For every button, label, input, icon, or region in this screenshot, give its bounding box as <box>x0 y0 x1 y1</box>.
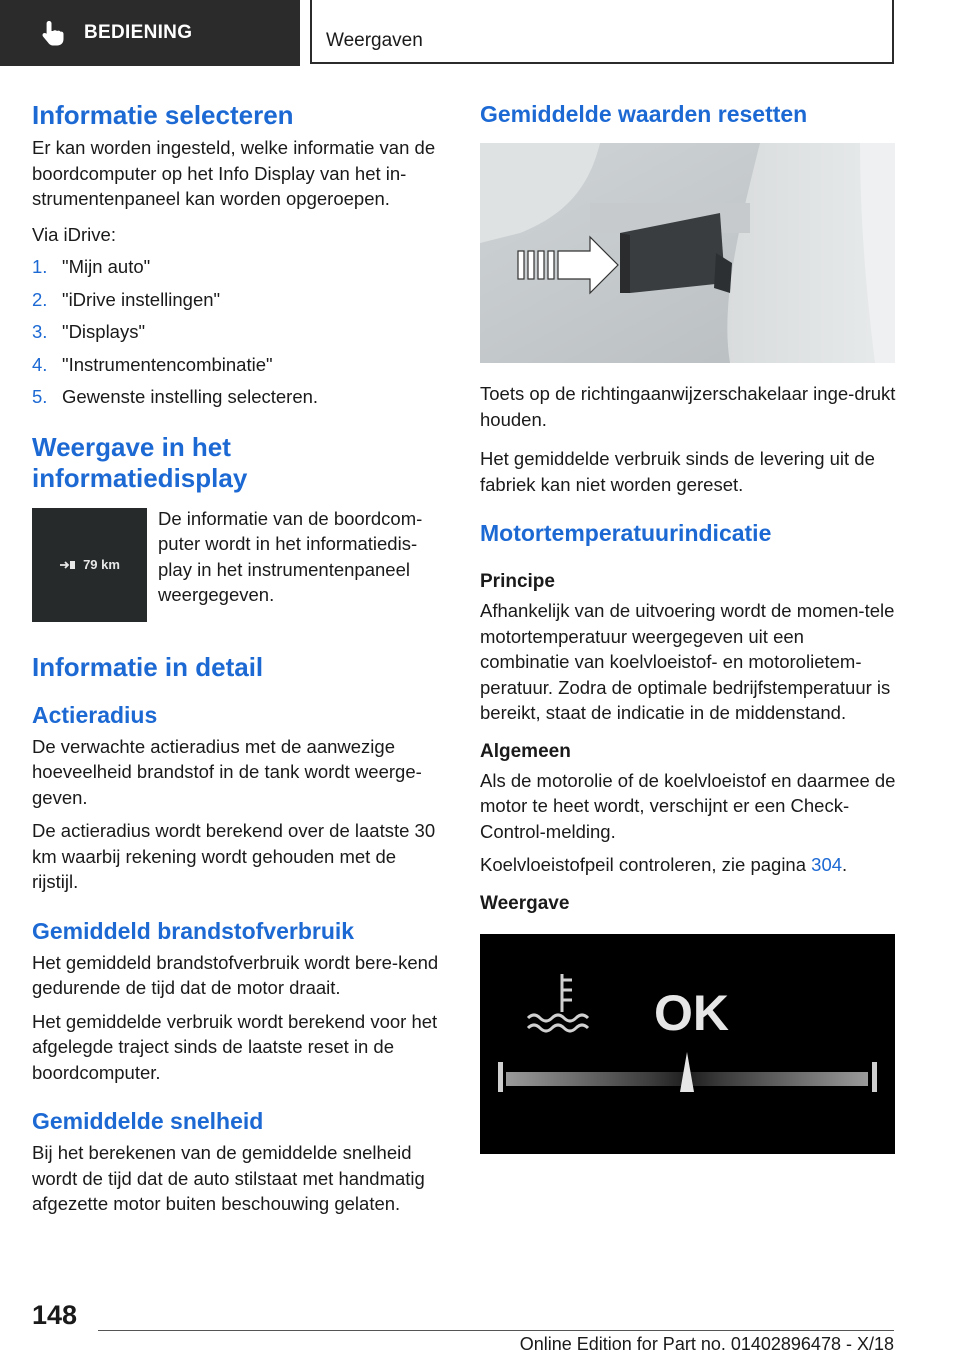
step-number: 3. <box>32 321 48 342</box>
chapter-label: Weergaven <box>326 30 423 51</box>
paragraph-fuel-1: Het gemiddeld brandstofverbruik wordt bere-kend gedurende de tijd dat de motor draait. <box>32 951 439 998</box>
gauge-ok-text: OK <box>654 984 729 1041</box>
heading-brandstofverbruik: Gemiddeld brandstofverbruik <box>32 917 355 944</box>
step-text: "iDrive instellingen" <box>62 288 221 310</box>
heading-line-1: Weergave in het <box>32 431 231 462</box>
footer-edition: Online Edition for Part no. 01402896478 - X/18 <box>519 1334 894 1354</box>
heading-informatie-in-detail: Informatie in detail <box>32 651 264 682</box>
paragraph-range-1: De verwachte actieradius met de aanwezige hoeveelheid brandstof in de tank wordt weerge-geven. <box>32 735 422 808</box>
paragraph-principle: Afhankelijk van de uitvoering wordt de momen-tele motortemperatuur weergegeven uit een combinatie van koelvloeistof- en motorolietem-peratuur. Zodra de optimale bedrijfstemperatuur is bereikt, staat de indicatie in de middenstand. <box>480 600 895 723</box>
heading-waarden-resetten: Gemiddelde waarden resetten <box>480 101 808 127</box>
step-text: "Mijn auto" <box>62 256 151 277</box>
list-item <box>32 254 444 280</box>
step-text: "Displays" <box>62 321 146 342</box>
heading-motortemperatuur: Motortemperatuurindicatie <box>480 520 772 546</box>
coolant-suffix: . <box>842 854 848 875</box>
section-tab <box>0 0 300 66</box>
paragraph-coolant <box>480 852 896 878</box>
paragraph-range-2: De actieradius wordt berekend over de laatste 30 km waarbij rekening wordt gehouden met de rijstijl. <box>32 820 436 892</box>
step-number: 5. <box>32 386 48 407</box>
coolant-text: Koelvloeistofpeil controleren, zie pagina <box>480 854 812 875</box>
paragraph-via-idrive: Via iDrive: <box>32 223 116 245</box>
left-column <box>32 100 444 1217</box>
paragraph-general: Als de motorolie of de koelvloeistof en daarmee de motor te heet wordt, verschijnt er een Check-Control-melding. <box>480 769 896 842</box>
section-label: BEDIENING <box>84 22 193 43</box>
heading-weergave-informatiedisplay <box>32 432 444 494</box>
paragraph-reset-2: Het gemiddelde verbruik sinds de levering uit de fabriek kan niet worden gereset. <box>480 448 875 495</box>
paragraph-reset-1: Toets op de richtingaanwijzerschakelaar inge-drukt houden. <box>480 383 896 430</box>
steps-list <box>32 254 444 410</box>
heading-algemeen: Algemeen <box>480 740 571 762</box>
range-value: 79 km <box>83 557 120 572</box>
page-number: 148 <box>32 1300 78 1330</box>
chapter-box <box>310 0 894 64</box>
hand-pointer-icon <box>38 18 68 48</box>
engine-temperature-gauge-image <box>480 934 895 1154</box>
heading-weergave: Weergave <box>480 892 570 914</box>
page-reference-link[interactable]: 304 <box>811 854 843 875</box>
footer-divider <box>98 1330 894 1331</box>
heading-gemiddelde-snelheid: Gemiddelde snelheid <box>32 1108 264 1134</box>
step-text: "Instrumentencombinatie" <box>62 353 273 375</box>
list-item <box>32 352 444 378</box>
right-column <box>480 100 896 1154</box>
paragraph-selection-intro: Er kan worden ingesteld, welke informatie van de boordcomputer op het Info Display van het in-strumentenpaneel kan worden opgeroepen. <box>32 137 436 209</box>
step-text: Gewenste instelling selecteren. <box>62 386 319 407</box>
info-display-thumbnail <box>32 508 147 622</box>
heading-principe: Principe <box>480 571 555 592</box>
heading-line-2: informatiedisplay <box>32 462 248 493</box>
display-row <box>32 508 444 622</box>
heading-actieradius: Actieradius <box>32 701 158 728</box>
step-number: 1. <box>32 256 48 277</box>
step-number: 4. <box>32 353 48 375</box>
paragraph-speed: Bij het berekenen van de gemiddelde snelheid wordt de tijd dat de auto stilstaat met handmatig afgezette motor buiten beschouwing gelaten. <box>32 1142 425 1214</box>
paragraph-fuel-2: Het gemiddelde verbruik wordt berekend voor het afgelegde traject sinds de laatste reset in de boordcomputer. <box>32 1010 438 1083</box>
list-item <box>32 384 444 410</box>
step-number: 2. <box>32 288 48 310</box>
heading-informatie-selecteren: Informatie selecteren <box>32 100 294 130</box>
list-item <box>32 287 444 313</box>
list-item <box>32 319 444 345</box>
turn-signal-switch-photo <box>480 143 895 363</box>
paragraph-display-description: De informatie van de boordcom-puter wordt in het informatiedis-play in het instrumentenpaneel weergegeven. <box>158 507 423 605</box>
range-arrow-icon <box>59 559 77 571</box>
